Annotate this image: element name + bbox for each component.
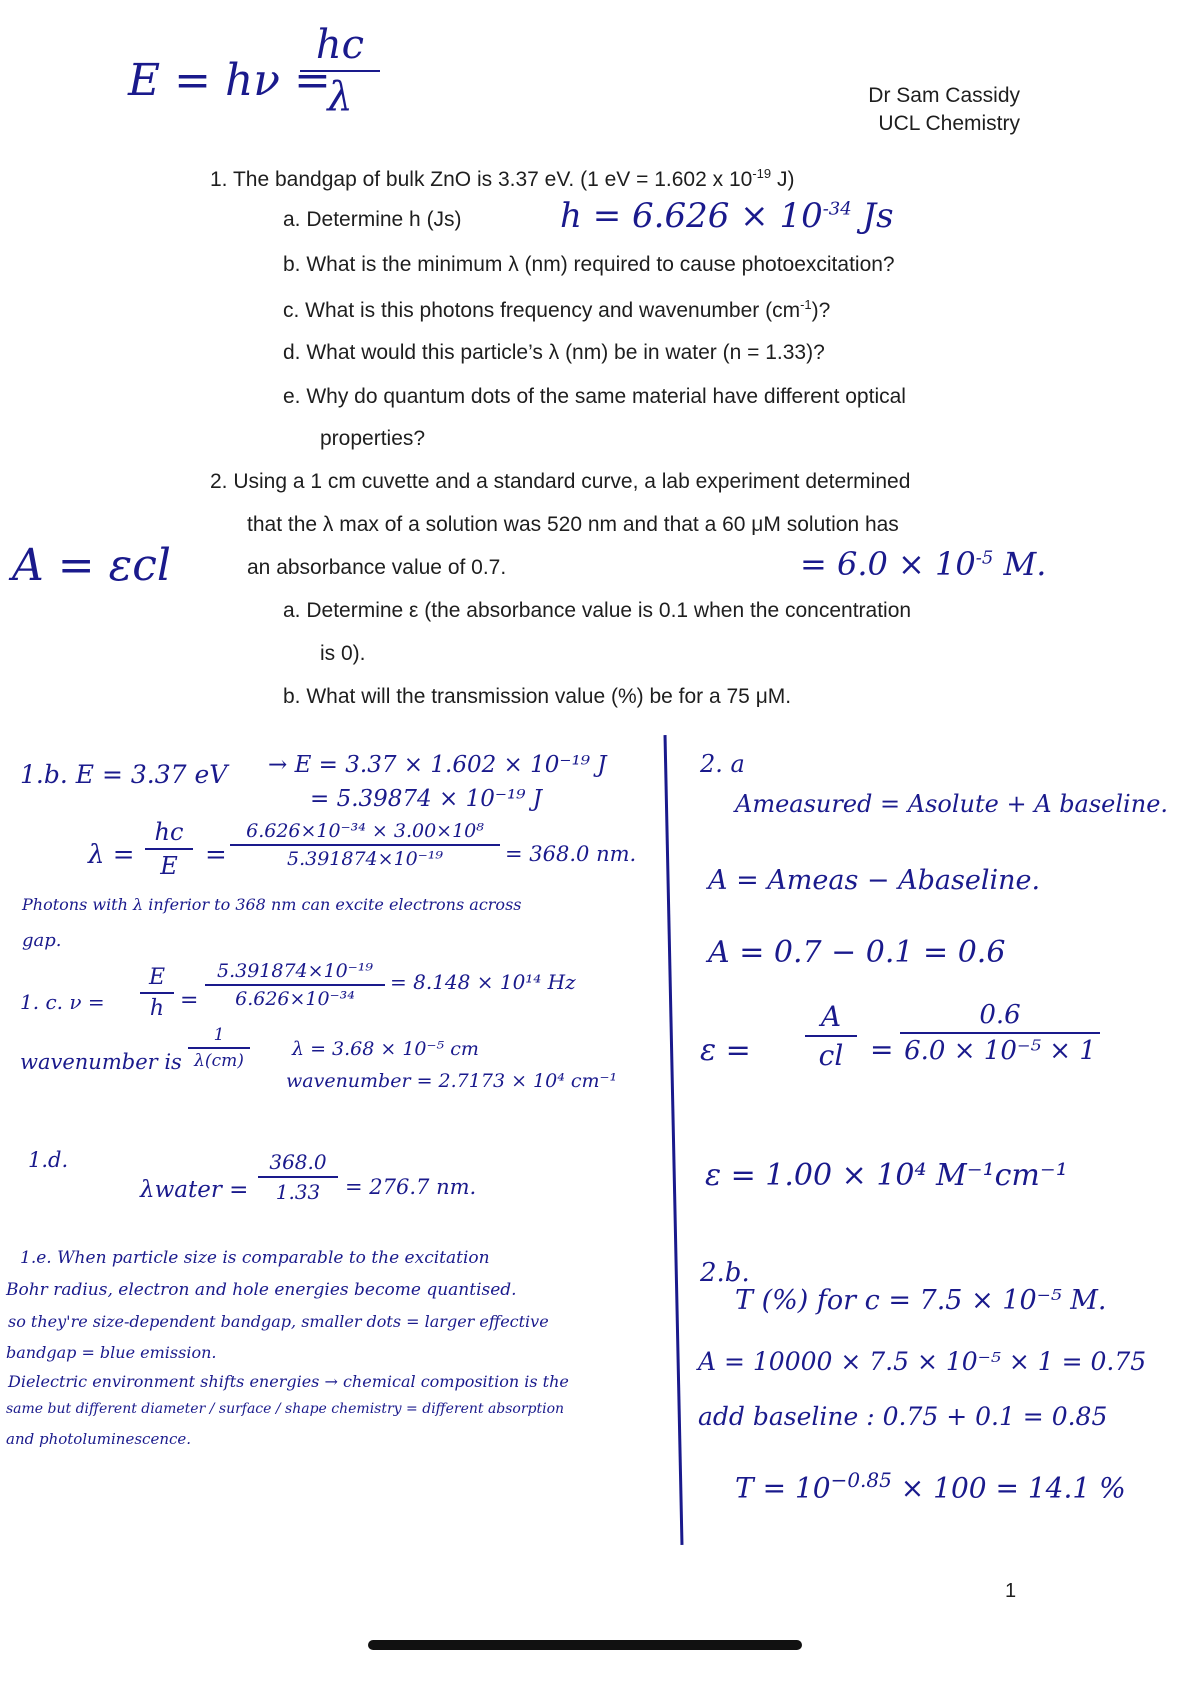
q2-stem-line1: 2. Using a 1 cm cuvette and a standard curve, a lab experiment determined: [210, 470, 911, 493]
work-1b-note1: Photons with λ inferior to 368 nm can excite electrons across: [22, 895, 522, 914]
work-1b-line1: 1.b. E = 3.37 eV: [20, 760, 228, 789]
work-1c-one-over-lambda: 1 λ(cm): [188, 1025, 250, 1071]
work-1b-note2: gap.: [22, 930, 62, 951]
work-1c-lhs: 1. c. ν =: [20, 990, 105, 1014]
work-1d-label: 1.d.: [28, 1148, 69, 1172]
work-2b-label: 2.b.: [700, 1258, 750, 1288]
work-2a-equals: =: [870, 1033, 894, 1066]
work-1c-wavenumber-lhs: wavenumber is: [20, 1050, 182, 1074]
formula-fraction: [300, 22, 380, 120]
column-divider: [664, 735, 684, 1545]
work-1d-fraction: 368.0 1.33: [258, 1150, 338, 1204]
work-1b-numeric-fraction: 6.626×10⁻³⁴ × 3.00×10⁸ 5.391874×10⁻¹⁹: [230, 820, 500, 870]
work-1b-line2: → E = 3.37 × 1.602 × 10⁻¹⁹ J: [268, 752, 607, 778]
work-1b-equals: =: [205, 840, 227, 870]
work-1e-line4: bandgap = blue emission.: [6, 1343, 217, 1362]
q2-part-b: b. What will the transmission value (%) be for a 75 μM.: [283, 685, 792, 708]
work-1c-wavenumber-result: wavenumber = 2.7173 × 10⁴ cm⁻¹: [286, 1070, 618, 1092]
concentration-note: = $6.0 \times 10^{-5}$ M.: [800, 545, 1047, 583]
q2-stem-line2: that the λ max of a solution was 520 nm and that a 60 μM solution has: [247, 513, 899, 536]
work-2b-line4: $T = 10^{-0.85} \times 100 = 14.1$ %: [735, 1468, 1126, 1505]
work-2a-a-over-cl: A cl: [805, 1000, 857, 1072]
work-1c-lambda-cm: λ = 3.68 × 10⁻⁵ cm: [292, 1038, 479, 1060]
work-2b-line3: add baseline : 0.75 + 0.1 = 0.85: [698, 1402, 1108, 1431]
work-2a-label: 2. a: [700, 750, 745, 778]
work-1e-line3: so they're size-dependent bandgap, smaller dots = larger effective: [8, 1312, 549, 1331]
work-1e-line1: 1.e. When particle size is comparable to the excitation: [20, 1248, 490, 1268]
work-1b-result: = 368.0 nm.: [505, 842, 637, 866]
author-name: Dr Sam Cassidy: [868, 84, 1020, 107]
q1-part-d: d. What would this particle’s λ (nm) be in water (n = 1.33)?: [283, 341, 825, 364]
beer-lambert-note: A = εcl: [12, 540, 171, 591]
work-1d-lhs: λwater =: [140, 1177, 249, 1203]
formula-denominator: λ: [327, 74, 353, 120]
work-1c-equals: =: [180, 988, 199, 1013]
work-2b-line2: A = 10000 × 7.5 × 10⁻⁵ × 1 = 0.75: [698, 1347, 1147, 1376]
work-1e-line5: Dielectric environment shifts energies → chemical composition is the: [8, 1372, 569, 1391]
q2-part-a-line2: is 0).: [320, 642, 366, 665]
q1-part-c: c. What is this photons frequency and wavenumber $(cm^{-1})$?: [283, 297, 831, 322]
q1-stem: 1. The bandgap of bulk ZnO is 3.37 eV. (1 eV = 1.602 x $10^{-19}$ J): [210, 166, 795, 191]
q2-stem-line3: an absorbance value of 0.7.: [247, 556, 507, 579]
work-2a-line3: A = 0.7 − 0.1 = 0.6: [708, 935, 1006, 970]
work-2a-epsilon-result: ε = 1.00 × 10⁴ M⁻¹cm⁻¹: [705, 1158, 1068, 1193]
work-2a-line2: A = Ameas − Abaseline.: [708, 865, 1041, 896]
formula-lhs: E = hν =: [128, 55, 331, 106]
q2-part-a-line1: a. Determine ε (the absorbance value is 0.1 when the concentration: [283, 599, 912, 622]
q1-part-b: b. What is the minimum λ (nm) required to cause photoexcitation?: [283, 253, 895, 276]
q1-part-e-line2: properties?: [320, 427, 426, 450]
home-indicator[interactable]: [368, 1640, 802, 1650]
work-2a-epsilon-lhs: ε =: [700, 1033, 751, 1068]
work-1b-lambda-lhs: λ =: [88, 840, 135, 870]
work-1b-hc-over-e: hc E: [145, 818, 193, 880]
work-1c-numeric-fraction: 5.391874×10⁻¹⁹ 6.626×10⁻³⁴: [205, 960, 385, 1010]
work-2a-line1: Ameasured = Asolute + A baseline.: [735, 790, 1169, 818]
work-1c-e-over-h: E h: [140, 965, 174, 1021]
work-1b-line3: = 5.39874 × 10⁻¹⁹ J: [310, 786, 542, 812]
work-1d-result: = 276.7 nm.: [345, 1175, 477, 1199]
q1-part-a: a. Determine h (Js): [283, 208, 462, 231]
work-2a-numeric-fraction: 0.6 6.0 × 10⁻⁵ × 1: [900, 1000, 1100, 1066]
work-1e-line7: and photoluminescence.: [6, 1430, 192, 1448]
q1-part-e-line1: e. Why do quantum dots of the same material have different optical: [283, 385, 906, 408]
formula-numerator: hc: [315, 22, 365, 68]
q1-a-answer: $h = 6.626 \times 10^{-34}$ Js: [560, 196, 894, 236]
work-2b-line1: T (%) for c = 7.5 × 10⁻⁵ M.: [735, 1285, 1107, 1316]
page-number: 1: [1005, 1580, 1017, 1602]
work-1e-line6: same but different diameter / surface / shape chemistry = different absorption: [6, 1401, 565, 1417]
work-1e-line2: Bohr radius, electron and hole energies become quantised.: [6, 1280, 517, 1300]
department: UCL Chemistry: [878, 112, 1020, 135]
work-1c-result: = 8.148 × 10¹⁴ Hz: [390, 970, 576, 994]
